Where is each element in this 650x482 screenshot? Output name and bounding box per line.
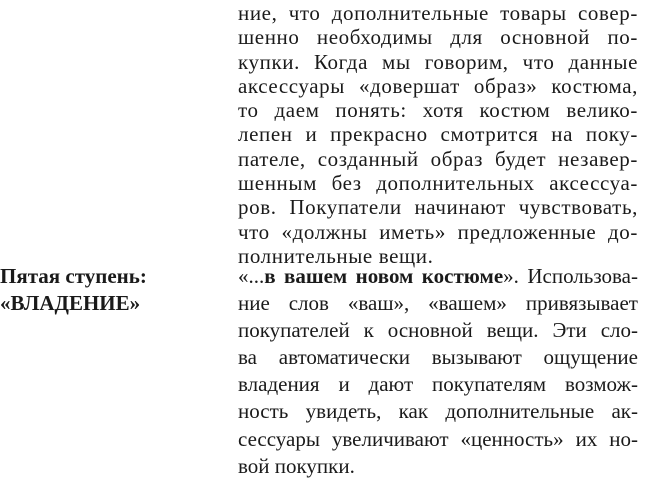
step-five-title: «ВЛАДЕНИЕ» [0,291,141,316]
text-line: ние слов «ваш», «вашем» привязывает [238,291,638,316]
continued-paragraph [238,1,638,268]
bold-phrase: в вашем новом костюме [264,264,504,288]
text-line: вой покупки. [238,453,355,478]
text-line: аксессуары «довершат образ» костюма, [238,73,638,98]
quote-open: «... [238,264,265,288]
text-line: владения и дают покупателям возмож- [238,372,638,397]
step-five-paragraph [238,263,638,480]
text-line: купки. Когда мы говорим, что данные [238,49,638,74]
text-line: полнительные вещи. [238,243,434,268]
text-line: что «должны иметь» предложенные до- [238,219,638,244]
text-line [238,263,638,290]
step-five-label: Пятая ступень: [0,264,147,288]
text-line: покупателей к основной вещи. Эти сло- [238,318,638,343]
text-line: ров. Покупатели начинают чувствовать, [238,195,638,220]
text-line: лепен и прекрасно смотрится на поку- [238,122,638,147]
step-five-heading [0,263,147,317]
text-line: ние, что дополнительные товары совер- [238,1,638,25]
text-line: ва автоматически вызывают ощущение [238,345,638,370]
text-line: шенным без дополнительных аксессуа- [238,171,638,196]
text-line: пателе, созданный образ будет незавер- [238,146,638,171]
text-line: ность увидеть, как дополнительные ак- [238,399,638,424]
text-line: сессуары увеличивают «ценность» их но- [238,426,638,451]
text-fragment: ». Использова- [503,264,638,288]
text-line: шенно необходимы для основной по- [238,25,638,50]
text-line: то даем понять: хотя костюм велико- [238,98,638,123]
